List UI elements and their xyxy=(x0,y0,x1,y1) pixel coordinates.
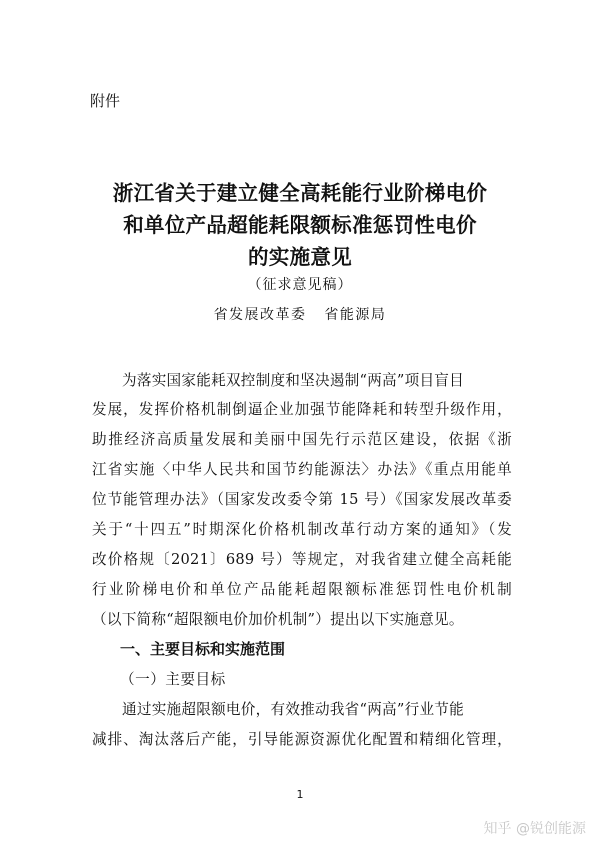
goal-line-1: 通过实施超限额电价，有效推动我省“两高”行业节能 xyxy=(122,701,464,718)
title-line-1: 浙江省关于建立健全高耗能行业阶梯电价 xyxy=(112,181,488,205)
draft-note: （征求意见稿） xyxy=(247,277,353,293)
section-1-heading: 一、主要目标和实施范围 xyxy=(120,640,286,658)
intro-line-5: 位节能管理办法》（国家发改委令第 15 号）《国家发展改革委 xyxy=(92,491,512,508)
subsection-1-heading: （一）主要目标 xyxy=(120,671,226,688)
intro-line-7: 改价格规〔2021〕689 号）等规定，对我省建立健全高耗能 xyxy=(92,551,512,568)
goal-line-2: 减排、淘汰落后产能，引导能源资源优化配置和精细化管理， xyxy=(92,731,512,748)
title-line-2: 和单位产品超能耗限额标准惩罚性电价 xyxy=(123,213,477,237)
attachment-label: 附件 xyxy=(90,92,121,110)
intro-line-4: 江省实施〈中华人民共和国节约能源法〉办法》《重点用能单 xyxy=(92,461,512,478)
watermark: 知乎 @锐创能源 xyxy=(483,821,586,837)
intro-line-9: （以下简称“超限额电价加价机制”）提出以下实施意见。 xyxy=(92,611,464,628)
title-line-3: 的实施意见 xyxy=(248,245,352,269)
intro-line-1: 为落实国家能耗双控制度和坚决遏制“两高”项目盲目 xyxy=(122,372,464,389)
intro-line-8: 行业阶梯电价和单位产品能耗超限额标准惩罚性电价机制 xyxy=(92,581,512,598)
intro-line-3: 助推经济高质量发展和美丽中国先行示范区建设，依据《浙 xyxy=(92,431,512,448)
issuer-line: 省发展改革委 省能源局 xyxy=(213,307,387,323)
page-number: 1 xyxy=(296,788,304,801)
intro-line-6: 关于“十四五”时期深化价格机制改革行动方案的通知》（发 xyxy=(92,521,512,538)
intro-line-2: 发展，发挥价格机制倒逼企业加强节能降耗和转型升级作用， xyxy=(92,401,512,418)
